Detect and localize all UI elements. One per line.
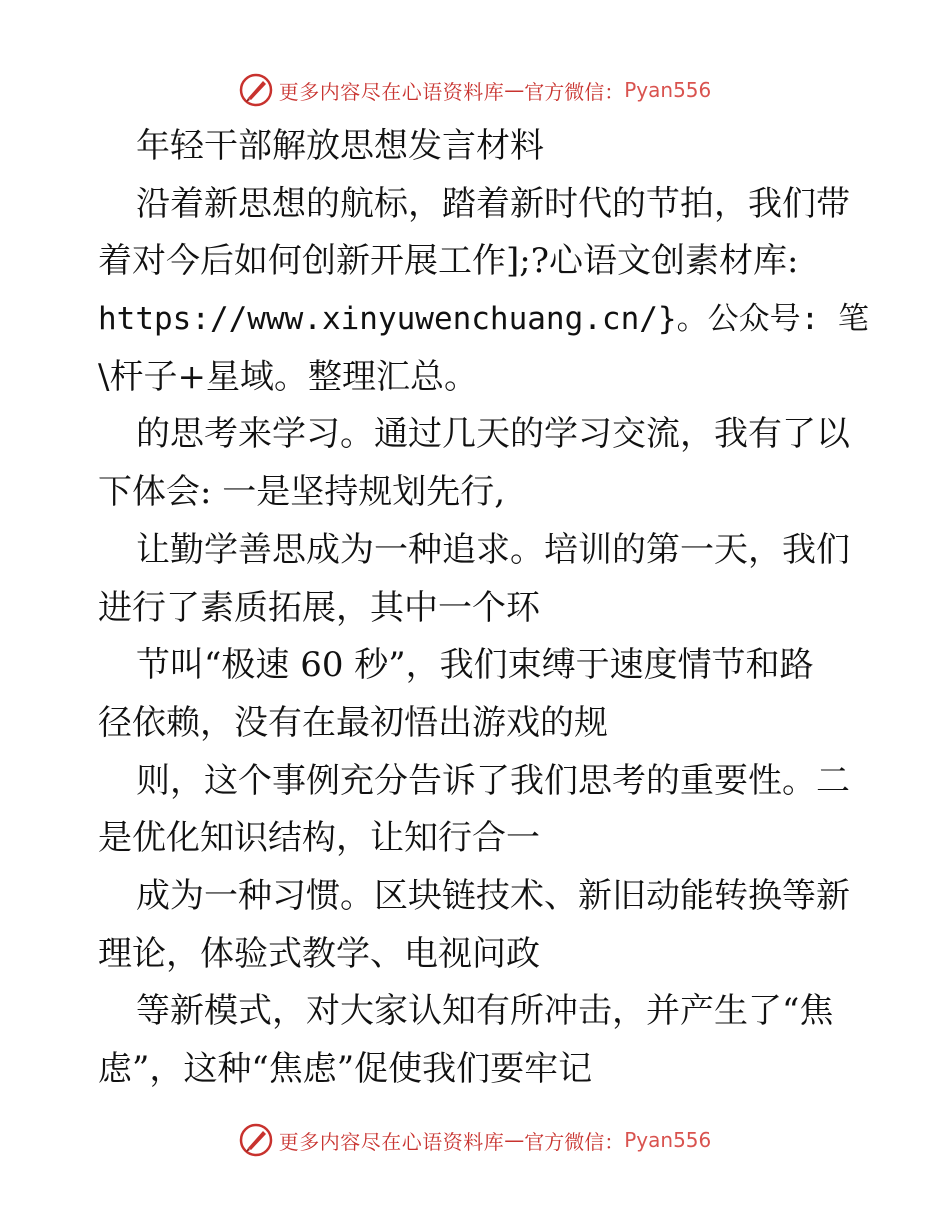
watermark-dash: —: [504, 1128, 525, 1152]
quill-logo-icon: [239, 73, 273, 107]
watermark-wechat-id: Pyan556: [624, 78, 712, 102]
text-line: 则，这个事例充分告诉了我们思考的重要性。二: [136, 760, 850, 801]
quill-logo-icon: [239, 1123, 273, 1157]
watermark-header: [0, 70, 950, 110]
watermark-footer: [0, 1120, 950, 1160]
text-line-url: https://www.xinyuwenchuang.cn/}。公众号: 笔: [98, 301, 869, 338]
document-body: [98, 118, 869, 1099]
text-line: 的思考来学习。通过几天的学习交流，我有了以: [136, 414, 850, 455]
text-line: \杆子+星域。整理汇总。: [98, 356, 478, 397]
text-line: 下体会: 一是坚持规划先行,: [98, 472, 506, 513]
text-line: 径依赖，没有在最初悟出游戏的规: [98, 702, 608, 743]
text-line: 等新模式，对大家认知有所冲击，并产生了“焦: [136, 991, 834, 1032]
text-line: 成为一种习惯。区块链技术、新旧动能转换等新: [136, 875, 850, 916]
text-line: 是优化知识结构，让知行合一: [98, 818, 540, 859]
watermark-wechat-id: Pyan556: [624, 1128, 712, 1152]
text-line: 着对今后如何创新开展工作];?心语文创素材库:: [98, 241, 799, 282]
watermark-brand: 更多内容尽在心语资料库: [278, 79, 505, 104]
watermark-dash: —: [504, 78, 525, 102]
text-line: 虑”，这种“焦虑”促使我们要牢记: [98, 1049, 593, 1089]
text-line: 让勤学善思成为一种追求。培训的第一天，我们: [136, 529, 850, 570]
text-line: 进行了素质拓展，其中一个环: [98, 587, 540, 628]
document-title: 年轻干部解放思想发言材料: [136, 126, 544, 166]
watermark-official: 官方微信：: [524, 79, 625, 104]
text-line: 沿着新思想的航标，踏着新时代的节拍，我们带: [136, 183, 850, 224]
watermark-brand: 更多内容尽在心语资料库: [278, 1129, 505, 1154]
watermark-official: 官方微信：: [524, 1129, 625, 1154]
text-line: 理论，体验式教学、电视问政: [98, 933, 540, 974]
text-line: 节叫“极速 60 秒”，我们束缚于速度情节和路: [136, 645, 814, 686]
